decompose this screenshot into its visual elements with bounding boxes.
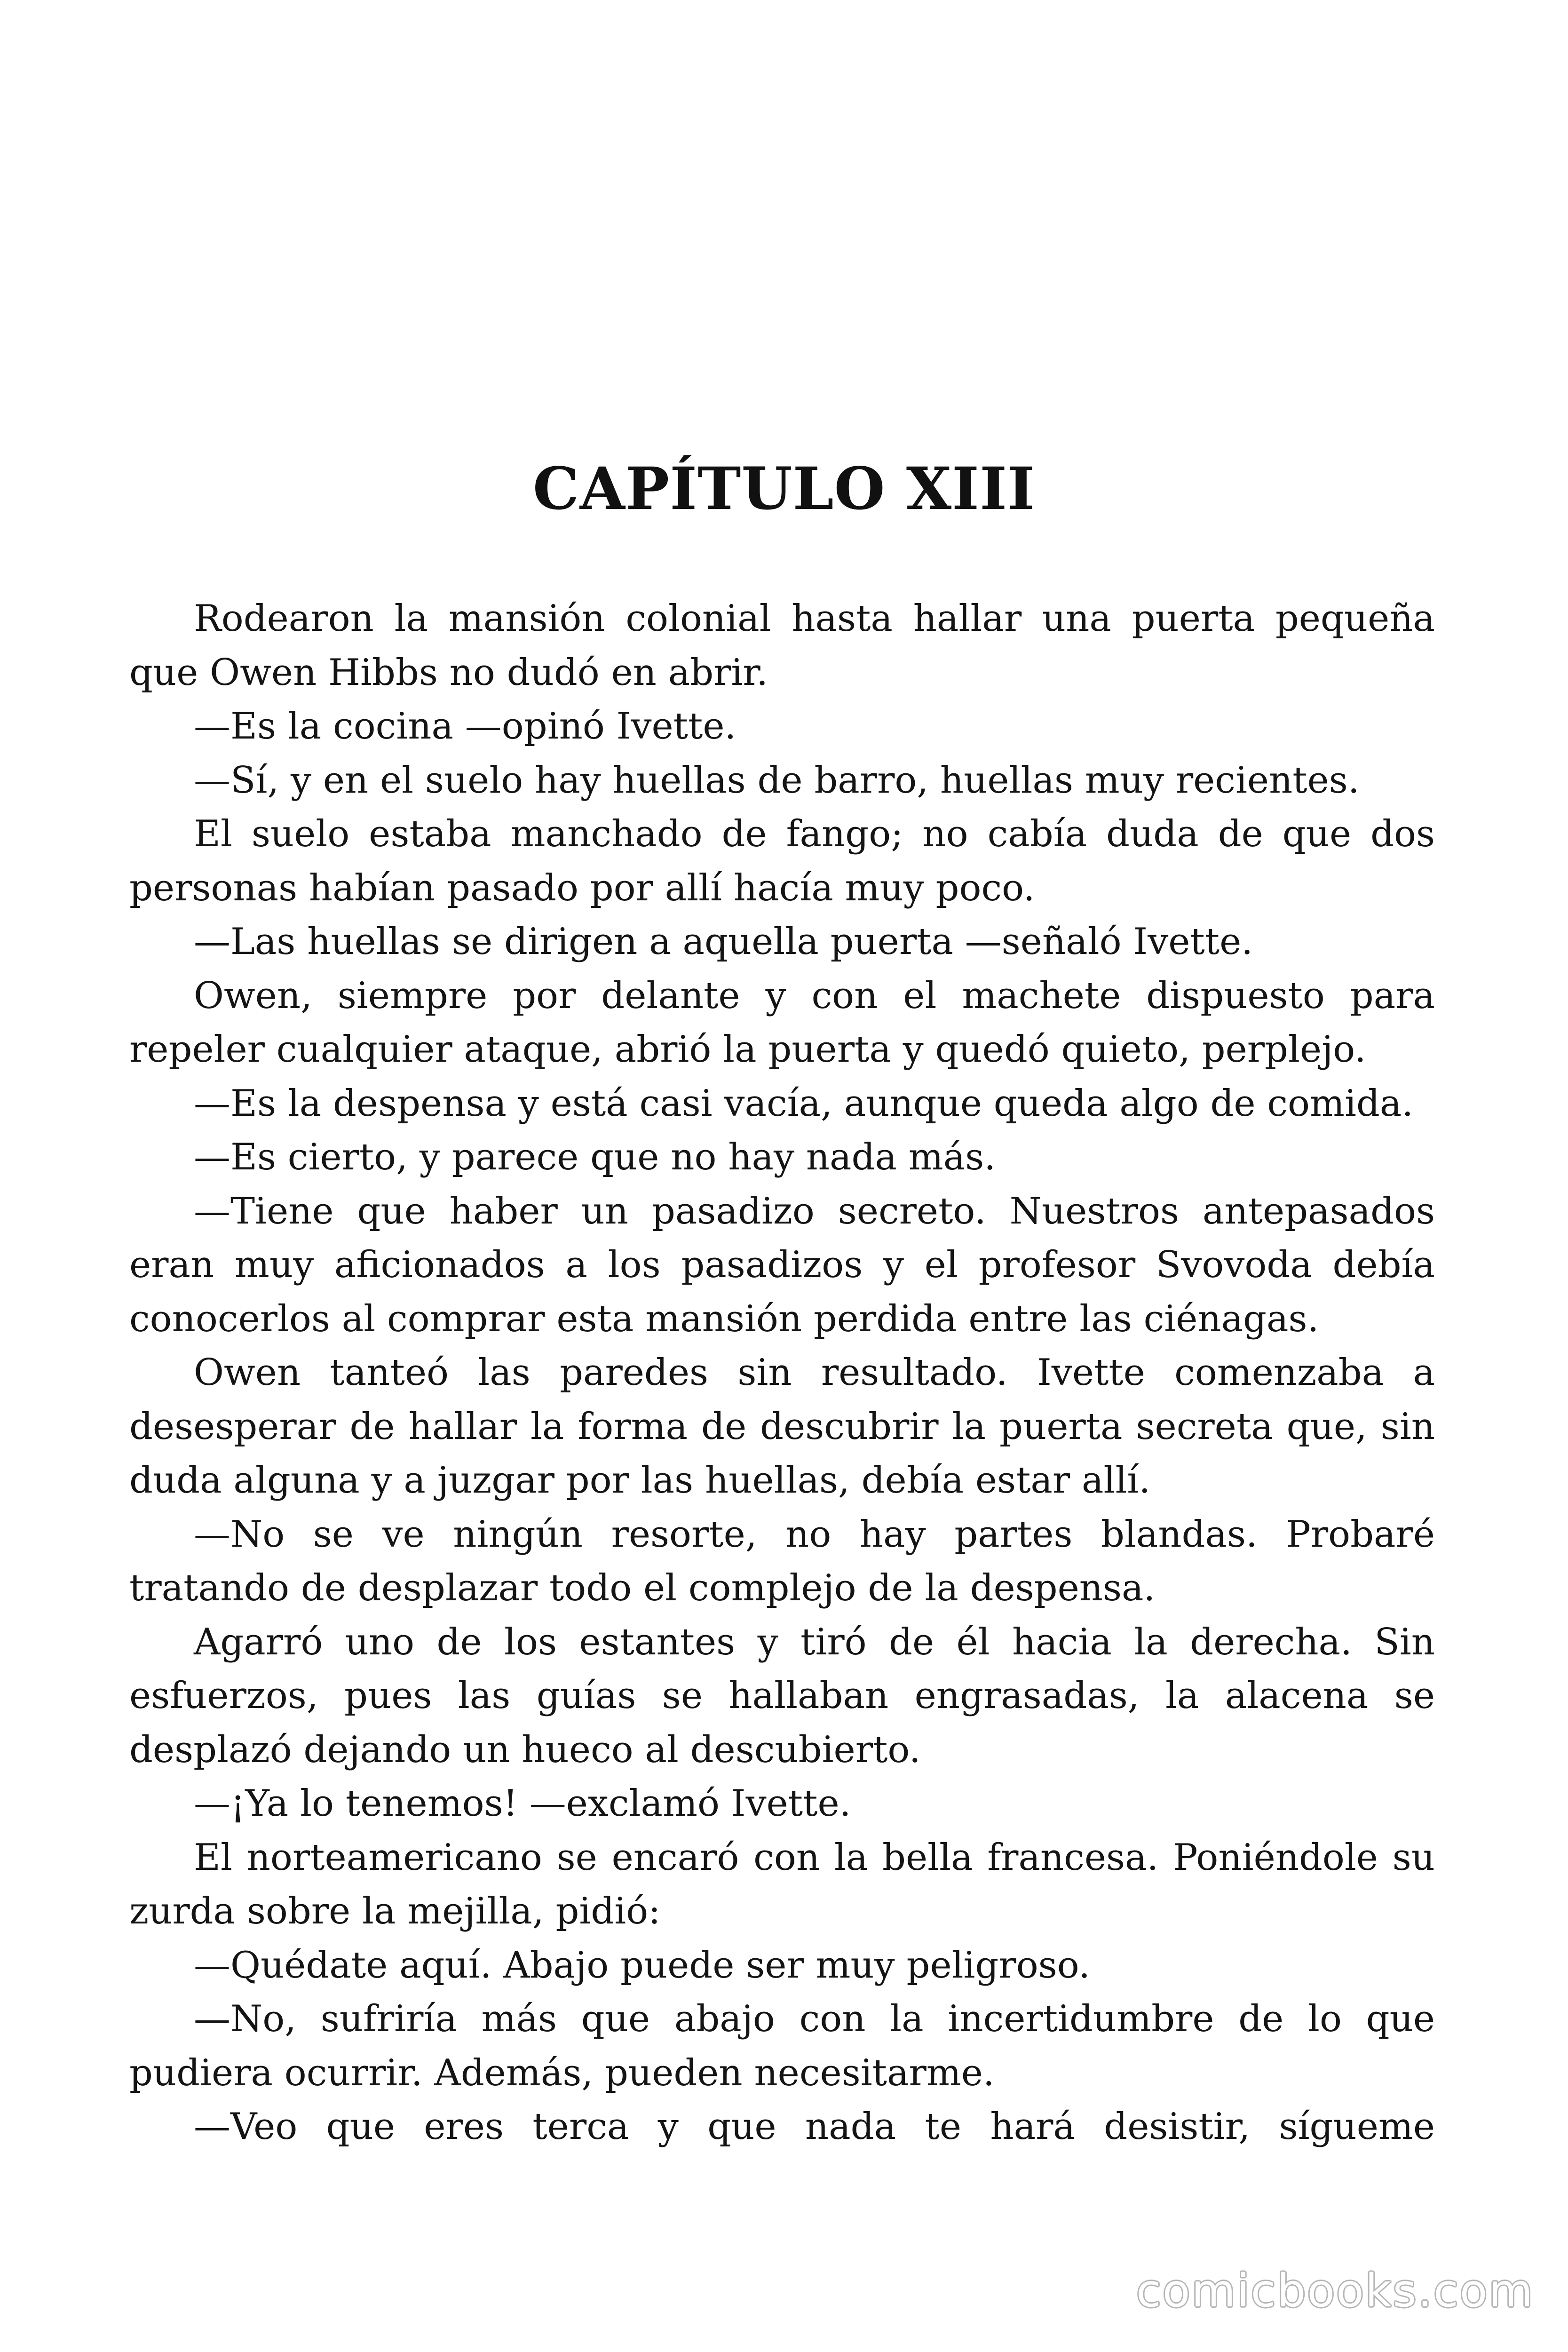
paragraph: —¡Ya lo tenemos! —exclamó Ivette.: [194, 1782, 851, 1825]
paragraph: —Es la cocina —opinó Ivette.: [194, 705, 736, 747]
paragraph: Owen tanteó las paredes sin resultado. Ivette comenzaba a desesperar de hallar la forma de descubrir la puerta secreta que, sin duda alguna y a juzgar por las huellas, debía estar allí.: [129, 1351, 1435, 1502]
paragraph: —No, sufriría más que abajo con la incertidumbre de lo que pudiera ocurrir. Además, pueden necesitarme.: [129, 1998, 1435, 2094]
paragraph: —Es la despensa y está casi vacía, aunque queda algo de comida.: [194, 1082, 1414, 1125]
paragraph: —No se ve ningún resorte, no hay partes blandas. Probaré tratando de desplazar todo el complejo de la despensa.: [129, 1513, 1435, 1609]
paragraph: Rodearon la mansión colonial hasta hallar una puerta pequeña que Owen Hibbs no dudó en abrir.: [129, 597, 1435, 694]
paragraph: —Sí, y en el suelo hay huellas de barro, huellas muy recientes.: [194, 759, 1360, 802]
paragraph: —Veo que eres terca y que nada te hará desistir, sígueme: [194, 2106, 1435, 2148]
paragraph: —Quédate aquí. Abajo puede ser muy peligroso.: [194, 1944, 1091, 1986]
site-watermark: comicbooks.com: [1136, 2265, 1534, 2317]
paragraph: Owen, siempre por delante y con el machete dispuesto para repeler cualquier ataque, abrió la puerta y quedó quieto, perplejo.: [129, 974, 1435, 1071]
paragraph: El norteamericano se encaró con la bella francesa. Poniéndole su zurda sobre la mejilla, pidió:: [129, 1836, 1435, 1932]
paragraph: —Las huellas se dirigen a aquella puerta —señaló Ivette.: [194, 921, 1253, 963]
chapter-title: CAPÍTULO XIII: [532, 455, 1036, 523]
paragraph: El suelo estaba manchado de fango; no cabía duda de que dos personas habían pasado por allí hacía muy poco.: [129, 813, 1435, 909]
chapter-body: [129, 592, 1435, 2154]
paragraph: —Es cierto, y parece que no hay nada más.: [194, 1136, 996, 1178]
paragraph: Agarró uno de los estantes y tiró de él hacia la derecha. Sin esfuerzos, pues las guías se hallaban engrasadas, la alacena se desplazó dejando un hueco al descubierto.: [129, 1621, 1435, 1771]
paragraph: —Tiene que haber un pasadizo secreto. Nuestros antepasados eran muy aficionados a los pasadizos y el profesor Svovoda debía conocerlos al comprar esta mansión perdida entre las ciénagas.: [129, 1190, 1435, 1340]
